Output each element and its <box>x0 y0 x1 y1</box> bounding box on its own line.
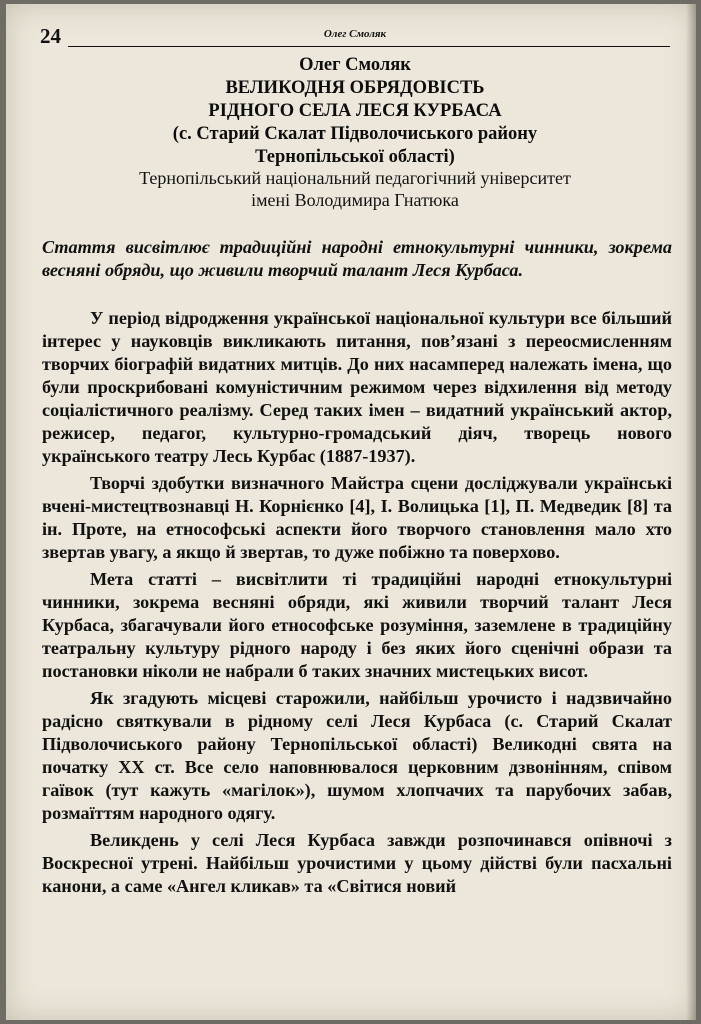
affiliation-line-2: імені Володимира Гнатюка <box>251 190 459 210</box>
abstract: Стаття висвітлює традиційні народні етнокультурні чинники, зокрема весняні обряди, що живили творчий талант Леся Курбаса. <box>42 237 672 280</box>
article-title-line-1: ВЕЛИКОДНЯ ОБРЯДОВІСТЬ <box>225 78 485 98</box>
affiliation-line-1: Тернопільський національний педагогічний університет <box>139 168 571 188</box>
article-author: Олег Смоляк <box>299 55 411 75</box>
running-author: Олег Смоляк <box>323 28 387 40</box>
article-body <box>42 307 672 902</box>
page-number: 24 <box>40 24 61 48</box>
affiliation <box>40 167 670 211</box>
body-paragraph: Великдень у селі Леся Курбаса завжди розпочинався опівночі з Воскресної утрені. Найбільш урочистими у цьому дійстві були пасхальні канони, а саме «Ангел кликав» та «Світися новий <box>42 830 672 896</box>
body-paragraph: У період відродження української національної культури все більший інтерес у науковців викликають питання, пов’язані з переосмисленням творчих біографій видатних митців. До них насамперед належать імена, що були проскрибовані комуністичним режимом через відхилення від методу соціалістичного реалізму. Серед таких імен – видатний український актор, режисер, педагог, культурно-громадський діяч, творець нового українського театру Лесь Курбас (1887-1937). <box>42 308 672 466</box>
book-page <box>6 4 696 1020</box>
article-title-line-4: Тернопільської області) <box>255 147 455 167</box>
article-title-line-2: РІДНОГО СЕЛА ЛЕСЯ КУРБАСА <box>208 101 502 121</box>
article-title-line-3: (с. Старий Скалат Підволочиського району <box>172 124 538 144</box>
header-rule <box>68 46 670 47</box>
page-edge-shadow <box>686 4 696 1020</box>
body-paragraph: Як згадують місцеві старожили, найбільш урочисто і надзвичайно радісно святкували в рідному селі Леся Курбаса (с. Старий Скалат Підволочиського району Тернопільської області) Великодні свята на початку ХХ ст. Все село наповнювалося церковним дзвонінням, співом гаївок (тут кажуть «магілок»), шумом хлопчачих та парубочих забав, розмаїттям народного одягу. <box>42 688 672 823</box>
running-header <box>40 24 670 50</box>
body-paragraph: Творчі здобутки визначного Майстра сцени досліджували українські вчені-мистецтвознавці Н. Корнієнко [4], І. Волицька [1], П. Медведик [8] та ін. Проте, на етнософські аспекти його творчого становлення мало хто звертав увагу, а якщо й звертав, то дуже побіжно та поверхово. <box>42 473 672 562</box>
body-paragraph: Мета статті – висвітлити ті традиційні народні етнокультурні чинники, зокрема весняні обряди, які живили творчий талант Леся Курбаса, збагачували його етнософське розуміння, заземлене в традиційну театральну культуру рідного народу і без яких його сценічні образи та постановки ніколи не набрали б таких значних мистецьких висот. <box>42 569 672 681</box>
article-title-block <box>40 54 670 169</box>
